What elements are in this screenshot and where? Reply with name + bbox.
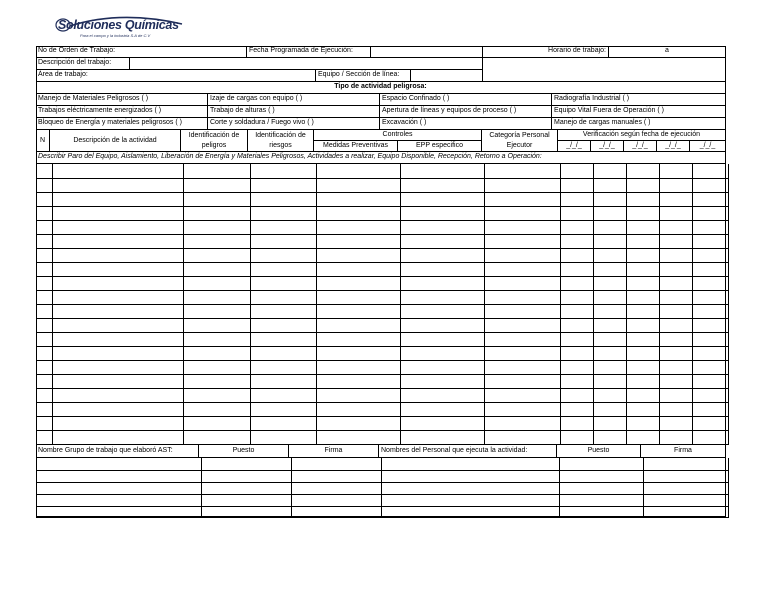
table-cell[interactable]: [314, 388, 401, 403]
table-cell[interactable]: [624, 234, 660, 249]
col-header-ppe: EPP especifico: [398, 141, 482, 152]
table-cell[interactable]: [591, 430, 627, 445]
footer-signature-label-2: Firma: [641, 444, 726, 458]
table-cell[interactable]: [690, 234, 729, 249]
table-cell[interactable]: [591, 304, 627, 319]
table-cell[interactable]: [591, 346, 627, 361]
table-cell[interactable]: [591, 178, 627, 193]
activity-option[interactable]: Bloqueo de Energía y materiales peligrosos ( ): [36, 118, 208, 130]
table-cell[interactable]: [657, 178, 693, 193]
table-cell[interactable]: [624, 374, 660, 389]
table-cell[interactable]: [558, 402, 594, 417]
table-cell[interactable]: [558, 262, 594, 277]
activity-option[interactable]: Manejo de Materiales Peligrosos ( ): [36, 94, 208, 106]
table-cell[interactable]: [398, 430, 485, 445]
table-cell[interactable]: [50, 416, 184, 431]
logo-name: Soluciones Químicas: [58, 18, 179, 32]
activity-option[interactable]: Trabajos eléctricamente energizados ( ): [36, 106, 208, 118]
table-cell[interactable]: [690, 402, 729, 417]
table-cell[interactable]: [248, 248, 317, 263]
table-cell[interactable]: [558, 318, 594, 333]
table-cell[interactable]: [624, 332, 660, 347]
table-cell[interactable]: [181, 332, 251, 347]
table-cell[interactable]: [314, 402, 401, 417]
table-cell[interactable]: [398, 346, 485, 361]
table-cell[interactable]: [482, 416, 561, 431]
table-cell[interactable]: [624, 276, 660, 291]
table-cell[interactable]: [181, 220, 251, 235]
activity-option[interactable]: Excavación ( ): [380, 118, 552, 130]
table-cell[interactable]: [558, 360, 594, 375]
activity-option[interactable]: Trabajo de alturas ( ): [208, 106, 380, 118]
table-cell[interactable]: [690, 416, 729, 431]
table-cell[interactable]: [181, 234, 251, 249]
table-cell[interactable]: [398, 304, 485, 319]
table-cell[interactable]: [690, 262, 729, 277]
table-cell[interactable]: [248, 262, 317, 277]
table-cell[interactable]: [314, 234, 401, 249]
table-cell[interactable]: [657, 360, 693, 375]
table-cell[interactable]: [482, 234, 561, 249]
table-cell[interactable]: [482, 374, 561, 389]
work-area-label: Área de trabajo:: [36, 70, 316, 82]
scheduled-date-label: Fecha Programada de Ejecución:: [247, 46, 371, 58]
table-cell[interactable]: [398, 262, 485, 277]
table-cell[interactable]: [657, 206, 693, 221]
table-cell[interactable]: [50, 178, 184, 193]
table-cell[interactable]: [624, 290, 660, 305]
table-cell[interactable]: [50, 318, 184, 333]
table-cell[interactable]: [482, 248, 561, 263]
table-cell[interactable]: [248, 290, 317, 305]
table-cell[interactable]: [558, 346, 594, 361]
activity-option[interactable]: Radiografía Industrial ( ): [552, 94, 726, 106]
table-cell[interactable]: [558, 430, 594, 445]
table-cell[interactable]: [482, 304, 561, 319]
equipment-field[interactable]: [411, 70, 483, 82]
table-cell[interactable]: [181, 290, 251, 305]
table-cell[interactable]: [248, 164, 317, 179]
table-cell[interactable]: [314, 178, 401, 193]
table-cell[interactable]: [624, 220, 660, 235]
table-cell[interactable]: [657, 318, 693, 333]
table-cell[interactable]: [398, 178, 485, 193]
table-cell[interactable]: [181, 192, 251, 207]
table-cell[interactable]: [624, 262, 660, 277]
table-cell[interactable]: [690, 388, 729, 403]
table-cell[interactable]: [248, 402, 317, 417]
table-cell[interactable]: [591, 248, 627, 263]
table-cell[interactable]: [657, 192, 693, 207]
table-cell[interactable]: [690, 374, 729, 389]
table-cell[interactable]: [624, 304, 660, 319]
verification-date[interactable]: _/_/_: [657, 141, 690, 152]
footer-position-label-2: Puesto: [557, 444, 641, 458]
table-cell[interactable]: [314, 332, 401, 347]
activity-rows: [36, 164, 726, 444]
table-cell[interactable]: [248, 178, 317, 193]
table-cell[interactable]: [50, 430, 184, 445]
footer-rows: [36, 458, 726, 517]
ast-form: [36, 46, 726, 517]
table-cell[interactable]: [591, 192, 627, 207]
order-number-label: No de Orden de Trabajo:: [36, 46, 247, 58]
activity-types-title: Tipo de actividad peligrosa:: [36, 82, 726, 94]
col-header-n: N: [36, 130, 50, 152]
table-cell[interactable]: [482, 318, 561, 333]
table-cell[interactable]: [690, 178, 729, 193]
table-cell[interactable]: [248, 332, 317, 347]
verification-date[interactable]: _/_/_: [624, 141, 657, 152]
table-cell[interactable]: [181, 360, 251, 375]
footer-cell[interactable]: [289, 506, 382, 518]
activity-option[interactable]: Manejo de cargas manuales ( ): [552, 118, 726, 130]
footer-cell[interactable]: [199, 506, 292, 518]
table-cell[interactable]: [482, 388, 561, 403]
table-cell[interactable]: [248, 192, 317, 207]
table-cell[interactable]: [482, 276, 561, 291]
table-cell[interactable]: [690, 346, 729, 361]
table-cell[interactable]: [624, 248, 660, 263]
table-cell[interactable]: [248, 430, 317, 445]
table-cell[interactable]: [558, 192, 594, 207]
activity-option[interactable]: Izaje de cargas con equipo ( ): [208, 94, 380, 106]
table-cell[interactable]: [482, 332, 561, 347]
table-cell[interactable]: [591, 234, 627, 249]
table-cell[interactable]: [657, 290, 693, 305]
table-cell[interactable]: [690, 248, 729, 263]
table-cell[interactable]: [181, 402, 251, 417]
table-cell[interactable]: [50, 220, 184, 235]
table-cell[interactable]: [482, 430, 561, 445]
table-cell[interactable]: [398, 192, 485, 207]
table-cell[interactable]: [591, 402, 627, 417]
col-header-verification: Verificación según fecha de ejecución: [558, 130, 726, 141]
table-cell[interactable]: [657, 388, 693, 403]
table-cell[interactable]: [624, 346, 660, 361]
table-cell[interactable]: [657, 248, 693, 263]
company-logo: [50, 14, 190, 44]
verification-date[interactable]: _/_/_: [591, 141, 624, 152]
table-cell[interactable]: [314, 276, 401, 291]
table-cell[interactable]: [398, 416, 485, 431]
table-cell[interactable]: [558, 276, 594, 291]
table-cell[interactable]: [314, 220, 401, 235]
col-header-preventive: Medidas Preventivas: [314, 141, 398, 152]
table-cell[interactable]: [591, 318, 627, 333]
schedule-label: Horario de trabajo:: [483, 46, 609, 58]
footer-personnel-label: Nombres del Personal que ejecuta la actividad:: [379, 444, 557, 458]
table-cell[interactable]: [398, 206, 485, 221]
col-header-risks-line1: Identificación de: [255, 132, 306, 139]
table-cell[interactable]: [50, 388, 184, 403]
table-cell[interactable]: [624, 178, 660, 193]
verification-date[interactable]: _/_/_: [558, 141, 591, 152]
table-cell[interactable]: [657, 220, 693, 235]
table-cell[interactable]: [558, 374, 594, 389]
table-cell[interactable]: [624, 416, 660, 431]
table-cell[interactable]: [50, 234, 184, 249]
table-cell[interactable]: [482, 262, 561, 277]
table-cell[interactable]: [50, 346, 184, 361]
table-cell[interactable]: [558, 164, 594, 179]
table-cell[interactable]: [248, 360, 317, 375]
table-cell[interactable]: [690, 430, 729, 445]
table-cell[interactable]: [398, 402, 485, 417]
table-cell[interactable]: [181, 304, 251, 319]
table-cell[interactable]: [314, 192, 401, 207]
table-cell[interactable]: [248, 318, 317, 333]
table-cell[interactable]: [558, 304, 594, 319]
table-cell[interactable]: [591, 220, 627, 235]
table-cell[interactable]: [690, 304, 729, 319]
logo-tagline: Para el campo y la industria S.A de C.V: [80, 33, 151, 38]
table-cell[interactable]: [248, 346, 317, 361]
table-cell[interactable]: [314, 290, 401, 305]
table-cell[interactable]: [248, 220, 317, 235]
table-cell[interactable]: [398, 276, 485, 291]
table-cell[interactable]: [624, 388, 660, 403]
table-cell[interactable]: [591, 206, 627, 221]
table-cell[interactable]: [314, 206, 401, 221]
table-cell[interactable]: [50, 290, 184, 305]
footer-cell[interactable]: [36, 506, 202, 518]
table-cell[interactable]: [657, 416, 693, 431]
col-header-risks: [248, 130, 314, 152]
table-cell[interactable]: [690, 192, 729, 207]
table-cell[interactable]: [657, 304, 693, 319]
table-cell[interactable]: [558, 332, 594, 347]
table-cell[interactable]: [558, 388, 594, 403]
table-cell[interactable]: [624, 430, 660, 445]
col-header-hazards-line2: peligros: [201, 142, 227, 149]
table-cell[interactable]: [398, 290, 485, 305]
col-header-controls: Controles: [314, 130, 482, 141]
table-cell[interactable]: [398, 234, 485, 249]
table-cell[interactable]: [50, 192, 184, 207]
table-cell[interactable]: [50, 164, 184, 179]
activity-option[interactable]: Equipo Vital Fuera de Operación ( ): [552, 106, 726, 118]
table-cell[interactable]: [314, 360, 401, 375]
table-cell[interactable]: [657, 262, 693, 277]
instruction-text: Describir Paro del Equipo, Aislamiento, Liberación de Energía y Materiales Peligrosos, Actividades a realizar, Equipo Disponible, Recepción, Retorno a Operación:: [36, 152, 726, 164]
table-cell[interactable]: [690, 318, 729, 333]
footer-group-label: Nombre Grupo de trabajo que elaboró AST:: [36, 444, 199, 458]
table-cell[interactable]: [181, 388, 251, 403]
table-cell[interactable]: [50, 262, 184, 277]
table-cell[interactable]: [398, 360, 485, 375]
table-cell[interactable]: [558, 248, 594, 263]
table-cell[interactable]: [690, 332, 729, 347]
verification-date[interactable]: _/_/_: [690, 141, 726, 152]
table-cell[interactable]: [558, 220, 594, 235]
table-cell[interactable]: [624, 318, 660, 333]
table-cell[interactable]: [591, 374, 627, 389]
footer-position-label: Puesto: [199, 444, 289, 458]
table-cell[interactable]: [591, 262, 627, 277]
table-cell[interactable]: [248, 304, 317, 319]
table-cell[interactable]: [657, 234, 693, 249]
col-header-risks-line2: riesgos: [269, 142, 292, 149]
table-cell[interactable]: [50, 360, 184, 375]
table-cell[interactable]: [314, 416, 401, 431]
table-cell[interactable]: [624, 192, 660, 207]
table-cell[interactable]: [50, 248, 184, 263]
table-cell[interactable]: [558, 178, 594, 193]
footer-cell[interactable]: [557, 506, 644, 518]
table-cell[interactable]: [398, 220, 485, 235]
description-label: Descripción del trabajo:: [36, 58, 130, 70]
table-cell[interactable]: [181, 318, 251, 333]
table-cell[interactable]: [181, 178, 251, 193]
table-cell[interactable]: [181, 430, 251, 445]
table-cell[interactable]: [181, 276, 251, 291]
footer-signature-label: Firma: [289, 444, 379, 458]
table-cell[interactable]: [482, 192, 561, 207]
table-cell[interactable]: [558, 206, 594, 221]
table-cell[interactable]: [314, 164, 401, 179]
table-cell[interactable]: [181, 206, 251, 221]
table-cell[interactable]: [50, 332, 184, 347]
table-cell[interactable]: [657, 346, 693, 361]
table-cell[interactable]: [314, 346, 401, 361]
table-cell[interactable]: [398, 388, 485, 403]
activity-option[interactable]: Apertura de líneas y equipos de proceso ( ): [380, 106, 552, 118]
table-cell[interactable]: [398, 318, 485, 333]
table-cell[interactable]: [558, 234, 594, 249]
footer-cell[interactable]: [379, 506, 560, 518]
table-cell[interactable]: [591, 290, 627, 305]
table-cell[interactable]: [181, 164, 251, 179]
col-header-personnel-line1: Categoría Personal: [489, 132, 550, 139]
table-cell[interactable]: [624, 206, 660, 221]
table-cell[interactable]: [657, 276, 693, 291]
table-cell[interactable]: [657, 164, 693, 179]
table-cell[interactable]: [657, 402, 693, 417]
table-cell[interactable]: [181, 262, 251, 277]
col-header-personnel-line2: Ejecutor: [506, 142, 533, 149]
table-cell[interactable]: [690, 220, 729, 235]
table-cell[interactable]: [50, 276, 184, 291]
table-cell[interactable]: [181, 248, 251, 263]
activity-option[interactable]: Corte y soldadura / Fuego vivo ( ): [208, 118, 380, 130]
table-cell[interactable]: [482, 360, 561, 375]
table-cell[interactable]: [314, 304, 401, 319]
activity-option[interactable]: Espacio Confinado ( ): [380, 94, 552, 106]
table-cell[interactable]: [248, 276, 317, 291]
table-cell[interactable]: [657, 332, 693, 347]
col-header-description: Descripción de la actividad: [50, 130, 181, 152]
table-cell[interactable]: [591, 164, 627, 179]
table-cell[interactable]: [50, 304, 184, 319]
table-cell[interactable]: [690, 276, 729, 291]
table-cell[interactable]: [248, 234, 317, 249]
table-cell[interactable]: [50, 374, 184, 389]
table-cell[interactable]: [248, 388, 317, 403]
table-cell[interactable]: [657, 430, 693, 445]
table-cell[interactable]: [591, 416, 627, 431]
table-cell[interactable]: [690, 206, 729, 221]
table-cell[interactable]: [314, 248, 401, 263]
table-cell[interactable]: [181, 416, 251, 431]
table-cell[interactable]: [690, 360, 729, 375]
table-cell[interactable]: [657, 374, 693, 389]
table-cell[interactable]: [482, 164, 561, 179]
col-header-hazards: [181, 130, 248, 152]
table-cell[interactable]: [624, 164, 660, 179]
table-cell[interactable]: [50, 206, 184, 221]
table-cell[interactable]: [558, 290, 594, 305]
table-cell[interactable]: [591, 360, 627, 375]
table-cell[interactable]: [398, 332, 485, 347]
table-cell[interactable]: [181, 374, 251, 389]
table-cell[interactable]: [482, 220, 561, 235]
table-cell[interactable]: [591, 276, 627, 291]
table-cell[interactable]: [690, 164, 729, 179]
table-cell[interactable]: [482, 206, 561, 221]
table-cell[interactable]: [314, 262, 401, 277]
table-cell[interactable]: [482, 402, 561, 417]
table-cell[interactable]: [591, 332, 627, 347]
table-cell[interactable]: [248, 374, 317, 389]
schedule-separator: a: [609, 46, 726, 58]
table-cell[interactable]: [558, 416, 594, 431]
table-cell[interactable]: [248, 416, 317, 431]
table-cell[interactable]: [398, 374, 485, 389]
table-cell[interactable]: [398, 248, 485, 263]
table-cell[interactable]: [314, 374, 401, 389]
table-cell[interactable]: [50, 402, 184, 417]
header-blank-cell: [483, 58, 726, 82]
table-cell[interactable]: [181, 346, 251, 361]
table-cell[interactable]: [624, 402, 660, 417]
col-header-hazards-line1: Identificación de: [188, 132, 240, 139]
table-cell[interactable]: [314, 318, 401, 333]
footer-cell[interactable]: [641, 506, 729, 518]
table-cell[interactable]: [482, 178, 561, 193]
table-cell[interactable]: [591, 388, 627, 403]
description-field[interactable]: [130, 58, 483, 70]
scheduled-date-field[interactable]: [371, 46, 483, 58]
table-cell[interactable]: [398, 164, 485, 179]
table-cell[interactable]: [482, 346, 561, 361]
table-cell[interactable]: [482, 290, 561, 305]
equipment-label: Equipo / Sección de línea:: [316, 70, 411, 82]
table-cell[interactable]: [248, 206, 317, 221]
table-cell[interactable]: [624, 360, 660, 375]
col-header-personnel: [482, 130, 558, 152]
table-cell[interactable]: [314, 430, 401, 445]
table-cell[interactable]: [690, 290, 729, 305]
